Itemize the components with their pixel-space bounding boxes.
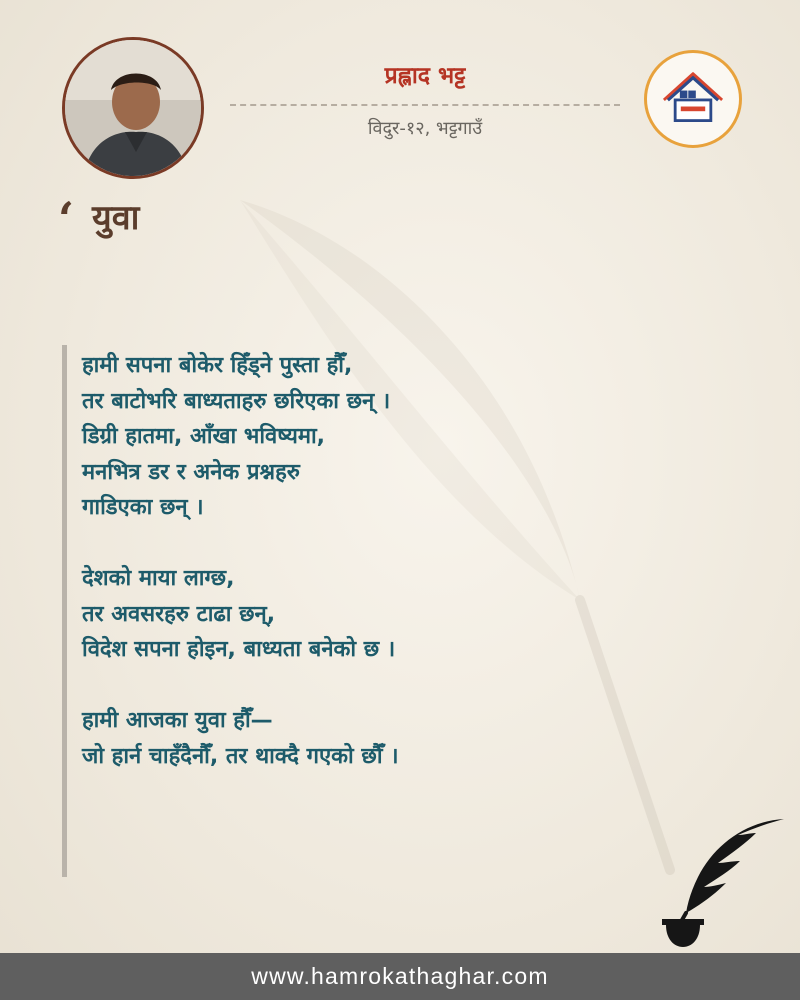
website-link[interactable]: www.hamrokathaghar.com	[251, 963, 549, 989]
poem-line: तर बाटोभरि बाध्यताहरु छरिएका छन् ।	[82, 388, 391, 414]
poem-line: डिग्री हातमा, आँखा भविष्यमा,	[82, 424, 326, 449]
poem-body	[82, 348, 722, 774]
poem-line: देशको माया लाग्छ,	[82, 566, 235, 591]
poem-title: युवा	[92, 198, 140, 238]
poem-line: मनभित्र डर र अनेक प्रश्नहरु	[82, 459, 300, 485]
author-address: विदुर-१२, भट्टगाउँ	[367, 118, 483, 139]
header-divider	[230, 104, 620, 106]
stanza-gap	[82, 668, 722, 704]
footer-bar	[0, 953, 800, 1000]
poem-line: हामी आजका युवा हौँ—	[82, 708, 273, 733]
poem-line: हामी सपना बोकेर हिँड्ने पुस्ता हौँ,	[82, 353, 353, 378]
house-logo-icon	[644, 50, 742, 148]
quill-inkpot-icon	[656, 815, 788, 950]
author-avatar	[62, 37, 204, 179]
poem-line: तर अवसरहरु टाढा छन्,	[82, 601, 276, 627]
stanza-gap	[82, 526, 722, 562]
poem-line: विदेश सपना होइन, बाध्यता बनेको छ ।	[82, 637, 396, 662]
poem-line: गाडिएका छन् ।	[82, 495, 204, 520]
opening-quote-icon: ‘	[58, 192, 75, 246]
poem-side-bar	[62, 345, 67, 877]
poem-line: जो हार्न चाहँदैनौँ, तर थाक्दै गएको छौँ ।	[82, 743, 399, 769]
author-name: प्रह्लाद भट्ट	[384, 63, 466, 89]
